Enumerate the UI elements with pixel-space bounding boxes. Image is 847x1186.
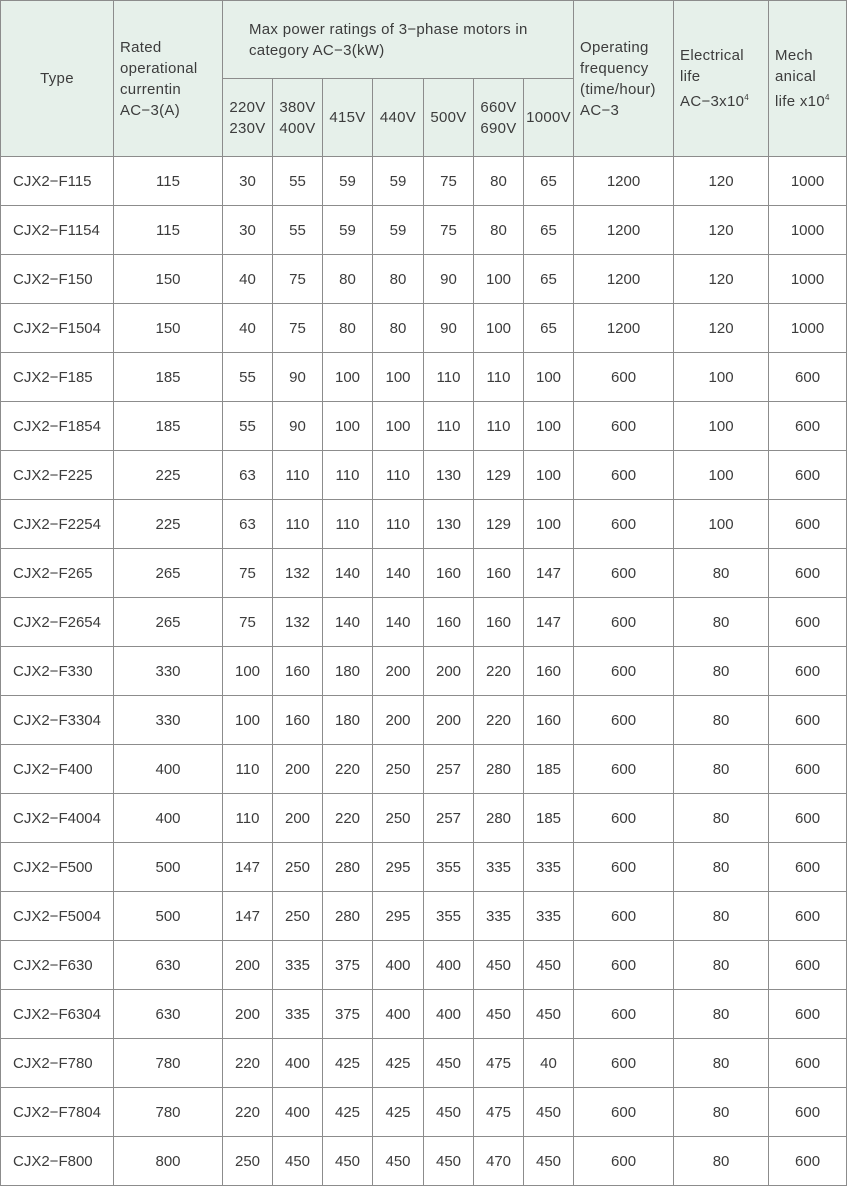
cell-440v: 110: [373, 451, 424, 500]
cell-415v: 140: [323, 598, 373, 647]
header-voltage-1000: 1000V: [524, 79, 574, 157]
cell-380-400v: 160: [273, 647, 323, 696]
cell-1000v: 335: [524, 892, 574, 941]
cell-380-400v: 335: [273, 941, 323, 990]
cell-500v: 160: [424, 549, 474, 598]
cell-operating-frequency: 600: [574, 353, 674, 402]
cell-440v: 100: [373, 402, 424, 451]
cell-500v: 200: [424, 647, 474, 696]
cell-electrical-life: 120: [674, 157, 769, 206]
cell-electrical-life: 100: [674, 451, 769, 500]
cell-1000v: 450: [524, 1088, 574, 1137]
cell-type: CJX2−F2254: [1, 500, 114, 549]
cell-660-690v: 280: [474, 745, 524, 794]
cell-380-400v: 160: [273, 696, 323, 745]
cell-415v: 220: [323, 745, 373, 794]
cell-440v: 200: [373, 696, 424, 745]
cell-mechanical-life: 600: [769, 402, 847, 451]
cell-type: CJX2−F1504: [1, 304, 114, 353]
cell-500v: 75: [424, 206, 474, 255]
cell-rated-current: 225: [114, 451, 223, 500]
cell-mechanical-life: 600: [769, 549, 847, 598]
cell-type: CJX2−F185: [1, 353, 114, 402]
cell-415v: 59: [323, 206, 373, 255]
cell-rated-current: 500: [114, 843, 223, 892]
cell-660-690v: 110: [474, 402, 524, 451]
cell-415v: 100: [323, 353, 373, 402]
table-row: [1, 1137, 847, 1186]
cell-660-690v: 450: [474, 941, 524, 990]
cell-electrical-life: 80: [674, 1039, 769, 1088]
cell-380-400v: 250: [273, 892, 323, 941]
cell-electrical-life: 80: [674, 647, 769, 696]
cell-operating-frequency: 600: [574, 892, 674, 941]
cell-type: CJX2−F630: [1, 941, 114, 990]
cell-380-400v: 400: [273, 1039, 323, 1088]
cell-mechanical-life: 600: [769, 696, 847, 745]
cell-440v: 140: [373, 598, 424, 647]
table-row: [1, 304, 847, 353]
cell-415v: 80: [323, 304, 373, 353]
cell-220-230v: 100: [223, 696, 273, 745]
cell-440v: 425: [373, 1088, 424, 1137]
cell-220-230v: 200: [223, 990, 273, 1039]
cell-type: CJX2−F500: [1, 843, 114, 892]
header-voltage-380-400: 380V 400V: [273, 79, 323, 157]
cell-mechanical-life: 1000: [769, 157, 847, 206]
cell-500v: 200: [424, 696, 474, 745]
cell-500v: 110: [424, 402, 474, 451]
cell-type: CJX2−F265: [1, 549, 114, 598]
cell-electrical-life: 80: [674, 1088, 769, 1137]
cell-rated-current: 150: [114, 304, 223, 353]
cell-440v: 80: [373, 255, 424, 304]
cell-415v: 375: [323, 941, 373, 990]
cell-operating-frequency: 600: [574, 598, 674, 647]
cell-380-400v: 55: [273, 206, 323, 255]
cell-operating-frequency: 600: [574, 696, 674, 745]
cell-1000v: 147: [524, 598, 574, 647]
cell-operating-frequency: 1200: [574, 157, 674, 206]
cell-rated-current: 265: [114, 598, 223, 647]
cell-1000v: 160: [524, 647, 574, 696]
cell-mechanical-life: 600: [769, 794, 847, 843]
cell-220-230v: 250: [223, 1137, 273, 1186]
cell-rated-current: 780: [114, 1088, 223, 1137]
table-row: [1, 696, 847, 745]
table-row: [1, 941, 847, 990]
table-row: [1, 206, 847, 255]
cell-440v: 100: [373, 353, 424, 402]
cell-type: CJX2−F6304: [1, 990, 114, 1039]
header-voltage-440: 440V: [373, 79, 424, 157]
cell-415v: 220: [323, 794, 373, 843]
cell-electrical-life: 100: [674, 402, 769, 451]
cell-415v: 425: [323, 1039, 373, 1088]
cell-operating-frequency: 600: [574, 1137, 674, 1186]
cell-electrical-life: 80: [674, 843, 769, 892]
cell-rated-current: 780: [114, 1039, 223, 1088]
cell-220-230v: 110: [223, 745, 273, 794]
cell-440v: 400: [373, 990, 424, 1039]
table-row: [1, 549, 847, 598]
cell-operating-frequency: 600: [574, 794, 674, 843]
cell-electrical-life: 80: [674, 696, 769, 745]
cell-type: CJX2−F2654: [1, 598, 114, 647]
cell-220-230v: 55: [223, 353, 273, 402]
header-max-power-group: Max power ratings of 3−phase motors in category AC−3(kW): [223, 1, 574, 79]
table-row: [1, 794, 847, 843]
cell-660-690v: 280: [474, 794, 524, 843]
cell-electrical-life: 120: [674, 255, 769, 304]
cell-415v: 425: [323, 1088, 373, 1137]
cell-type: CJX2−F780: [1, 1039, 114, 1088]
cell-415v: 140: [323, 549, 373, 598]
cell-operating-frequency: 600: [574, 990, 674, 1039]
cell-type: CJX2−F5004: [1, 892, 114, 941]
cell-1000v: 160: [524, 696, 574, 745]
header-type: Type: [1, 1, 114, 157]
cell-500v: 355: [424, 892, 474, 941]
cell-660-690v: 160: [474, 549, 524, 598]
cell-electrical-life: 80: [674, 1137, 769, 1186]
cell-380-400v: 400: [273, 1088, 323, 1137]
cell-220-230v: 75: [223, 549, 273, 598]
cell-rated-current: 630: [114, 941, 223, 990]
cell-380-400v: 110: [273, 451, 323, 500]
cell-electrical-life: 100: [674, 500, 769, 549]
cell-1000v: 65: [524, 255, 574, 304]
cell-415v: 180: [323, 647, 373, 696]
cell-500v: 90: [424, 255, 474, 304]
cell-1000v: 65: [524, 304, 574, 353]
cell-220-230v: 30: [223, 157, 273, 206]
cell-type: CJX2−F800: [1, 1137, 114, 1186]
cell-440v: 400: [373, 941, 424, 990]
cell-660-690v: 129: [474, 500, 524, 549]
cell-mechanical-life: 600: [769, 598, 847, 647]
cell-1000v: 40: [524, 1039, 574, 1088]
table-row: [1, 157, 847, 206]
table-row: [1, 451, 847, 500]
cell-1000v: 100: [524, 402, 574, 451]
header-voltage-660-690: 660V 690V: [474, 79, 524, 157]
cell-380-400v: 200: [273, 745, 323, 794]
cell-type: CJX2−F7804: [1, 1088, 114, 1137]
cell-660-690v: 100: [474, 255, 524, 304]
cell-type: CJX2−F115: [1, 157, 114, 206]
cell-operating-frequency: 600: [574, 1039, 674, 1088]
cell-rated-current: 400: [114, 745, 223, 794]
cell-220-230v: 147: [223, 843, 273, 892]
cell-1000v: 100: [524, 500, 574, 549]
table-row: [1, 843, 847, 892]
cell-1000v: 185: [524, 745, 574, 794]
cell-rated-current: 330: [114, 696, 223, 745]
cell-440v: 110: [373, 500, 424, 549]
cell-500v: 160: [424, 598, 474, 647]
cell-500v: 75: [424, 157, 474, 206]
cell-380-400v: 132: [273, 598, 323, 647]
cell-electrical-life: 80: [674, 941, 769, 990]
table-row: [1, 990, 847, 1039]
cell-415v: 280: [323, 892, 373, 941]
cell-electrical-life: 80: [674, 794, 769, 843]
cell-440v: 140: [373, 549, 424, 598]
table-row: [1, 500, 847, 549]
cell-220-230v: 30: [223, 206, 273, 255]
cell-1000v: 450: [524, 941, 574, 990]
cell-220-230v: 75: [223, 598, 273, 647]
cell-mechanical-life: 600: [769, 1137, 847, 1186]
cell-380-400v: 90: [273, 353, 323, 402]
cell-mechanical-life: 1000: [769, 255, 847, 304]
table-body: [1, 157, 847, 1186]
cell-operating-frequency: 1200: [574, 255, 674, 304]
cell-220-230v: 100: [223, 647, 273, 696]
cell-415v: 280: [323, 843, 373, 892]
cell-rated-current: 150: [114, 255, 223, 304]
cell-220-230v: 63: [223, 500, 273, 549]
cell-415v: 59: [323, 157, 373, 206]
cell-type: CJX2−F225: [1, 451, 114, 500]
header-voltage-500: 500V: [424, 79, 474, 157]
cell-1000v: 185: [524, 794, 574, 843]
cell-operating-frequency: 600: [574, 451, 674, 500]
cell-500v: 130: [424, 500, 474, 549]
cell-type: CJX2−F4004: [1, 794, 114, 843]
cell-380-400v: 75: [273, 304, 323, 353]
cell-415v: 375: [323, 990, 373, 1039]
cell-220-230v: 147: [223, 892, 273, 941]
cell-220-230v: 110: [223, 794, 273, 843]
cell-500v: 90: [424, 304, 474, 353]
cell-1000v: 100: [524, 353, 574, 402]
cell-660-690v: 450: [474, 990, 524, 1039]
header-electrical-life: Electrical life $AC-3x10^4$: [674, 1, 769, 157]
cell-type: CJX2−F1154: [1, 206, 114, 255]
table-row: [1, 353, 847, 402]
cell-500v: 257: [424, 794, 474, 843]
cell-electrical-life: 80: [674, 892, 769, 941]
cell-660-690v: 100: [474, 304, 524, 353]
cell-660-690v: 470: [474, 1137, 524, 1186]
table-row: [1, 402, 847, 451]
cell-500v: 400: [424, 990, 474, 1039]
cell-type: CJX2−F400: [1, 745, 114, 794]
cell-440v: 450: [373, 1137, 424, 1186]
cell-415v: 80: [323, 255, 373, 304]
cell-380-400v: 90: [273, 402, 323, 451]
table-row: [1, 598, 847, 647]
cell-type: CJX2−F3304: [1, 696, 114, 745]
cell-rated-current: 115: [114, 157, 223, 206]
cell-500v: 257: [424, 745, 474, 794]
cell-operating-frequency: 600: [574, 500, 674, 549]
cell-1000v: 335: [524, 843, 574, 892]
cell-mechanical-life: 600: [769, 451, 847, 500]
cell-440v: 200: [373, 647, 424, 696]
cell-660-690v: 475: [474, 1088, 524, 1137]
cell-380-400v: 110: [273, 500, 323, 549]
cell-500v: 400: [424, 941, 474, 990]
cell-mechanical-life: 600: [769, 647, 847, 696]
cell-1000v: 100: [524, 451, 574, 500]
cell-mechanical-life: 600: [769, 1039, 847, 1088]
cell-500v: 130: [424, 451, 474, 500]
cell-440v: 295: [373, 892, 424, 941]
header-row-top: [1, 1, 847, 79]
cell-mechanical-life: 600: [769, 892, 847, 941]
cell-1000v: 450: [524, 1137, 574, 1186]
cell-380-400v: 335: [273, 990, 323, 1039]
table-row: [1, 1039, 847, 1088]
cell-mechanical-life: 600: [769, 1088, 847, 1137]
cell-operating-frequency: 600: [574, 941, 674, 990]
cell-mechanical-life: 600: [769, 745, 847, 794]
cell-500v: 450: [424, 1039, 474, 1088]
cell-220-230v: 40: [223, 255, 273, 304]
cell-440v: 250: [373, 745, 424, 794]
cell-660-690v: 335: [474, 843, 524, 892]
cell-operating-frequency: 1200: [574, 206, 674, 255]
cell-660-690v: 80: [474, 206, 524, 255]
cell-440v: 59: [373, 206, 424, 255]
cell-mechanical-life: 1000: [769, 304, 847, 353]
cell-500v: 355: [424, 843, 474, 892]
cell-rated-current: 630: [114, 990, 223, 1039]
cell-380-400v: 450: [273, 1137, 323, 1186]
cell-220-230v: 63: [223, 451, 273, 500]
cell-mechanical-life: 1000: [769, 206, 847, 255]
cell-rated-current: 265: [114, 549, 223, 598]
cell-type: CJX2−F330: [1, 647, 114, 696]
table-row: [1, 745, 847, 794]
table-row: [1, 892, 847, 941]
cell-mechanical-life: 600: [769, 843, 847, 892]
cell-440v: 250: [373, 794, 424, 843]
cell-380-400v: 200: [273, 794, 323, 843]
cell-415v: 450: [323, 1137, 373, 1186]
cell-1000v: 147: [524, 549, 574, 598]
cell-220-230v: 55: [223, 402, 273, 451]
header-operating-frequency: Operating frequency (time/hour) AC−3: [574, 1, 674, 157]
cell-380-400v: 132: [273, 549, 323, 598]
cell-660-690v: 110: [474, 353, 524, 402]
cell-500v: 450: [424, 1088, 474, 1137]
cell-500v: 110: [424, 353, 474, 402]
cell-660-690v: 475: [474, 1039, 524, 1088]
cell-rated-current: 800: [114, 1137, 223, 1186]
cell-220-230v: 200: [223, 941, 273, 990]
cell-operating-frequency: 600: [574, 647, 674, 696]
table-row: [1, 647, 847, 696]
cell-operating-frequency: 600: [574, 843, 674, 892]
header-voltage-220-230: 220V 230V: [223, 79, 273, 157]
cell-220-230v: 40: [223, 304, 273, 353]
cell-operating-frequency: 1200: [574, 304, 674, 353]
header-rated-current: Rated operational currentin AC−3(A): [114, 1, 223, 157]
cell-500v: 450: [424, 1137, 474, 1186]
cell-1000v: 65: [524, 206, 574, 255]
cell-415v: 110: [323, 451, 373, 500]
cell-type: CJX2−F1854: [1, 402, 114, 451]
header-voltage-415: 415V: [323, 79, 373, 157]
cell-415v: 100: [323, 402, 373, 451]
cell-380-400v: 55: [273, 157, 323, 206]
cell-1000v: 65: [524, 157, 574, 206]
cell-electrical-life: 120: [674, 206, 769, 255]
cell-660-690v: 129: [474, 451, 524, 500]
cell-rated-current: 400: [114, 794, 223, 843]
cell-electrical-life: 80: [674, 745, 769, 794]
cell-440v: 425: [373, 1039, 424, 1088]
cell-mechanical-life: 600: [769, 941, 847, 990]
cell-mechanical-life: 600: [769, 990, 847, 1039]
cell-operating-frequency: 600: [574, 745, 674, 794]
cell-660-690v: 220: [474, 696, 524, 745]
cell-rated-current: 330: [114, 647, 223, 696]
cell-mechanical-life: 600: [769, 353, 847, 402]
cell-660-690v: 335: [474, 892, 524, 941]
cell-rated-current: 115: [114, 206, 223, 255]
cell-electrical-life: 80: [674, 598, 769, 647]
cell-electrical-life: 120: [674, 304, 769, 353]
cell-660-690v: 80: [474, 157, 524, 206]
header-mechanical-life: Mech anical life $x10^4$: [769, 1, 847, 157]
cell-electrical-life: 80: [674, 549, 769, 598]
cell-415v: 180: [323, 696, 373, 745]
table-row: [1, 255, 847, 304]
cell-electrical-life: 100: [674, 353, 769, 402]
cell-rated-current: 500: [114, 892, 223, 941]
cell-operating-frequency: 600: [574, 402, 674, 451]
cell-415v: 110: [323, 500, 373, 549]
cell-operating-frequency: 600: [574, 1088, 674, 1137]
cell-440v: 59: [373, 157, 424, 206]
cell-operating-frequency: 600: [574, 549, 674, 598]
cell-type: CJX2−F150: [1, 255, 114, 304]
cell-380-400v: 75: [273, 255, 323, 304]
cell-220-230v: 220: [223, 1088, 273, 1137]
cell-electrical-life: 80: [674, 990, 769, 1039]
cell-rated-current: 185: [114, 353, 223, 402]
cell-rated-current: 185: [114, 402, 223, 451]
cell-rated-current: 225: [114, 500, 223, 549]
cell-1000v: 450: [524, 990, 574, 1039]
table-row: [1, 1088, 847, 1137]
cell-220-230v: 220: [223, 1039, 273, 1088]
cell-380-400v: 250: [273, 843, 323, 892]
cell-440v: 80: [373, 304, 424, 353]
cell-mechanical-life: 600: [769, 500, 847, 549]
cell-660-690v: 220: [474, 647, 524, 696]
cell-440v: 295: [373, 843, 424, 892]
cell-660-690v: 160: [474, 598, 524, 647]
